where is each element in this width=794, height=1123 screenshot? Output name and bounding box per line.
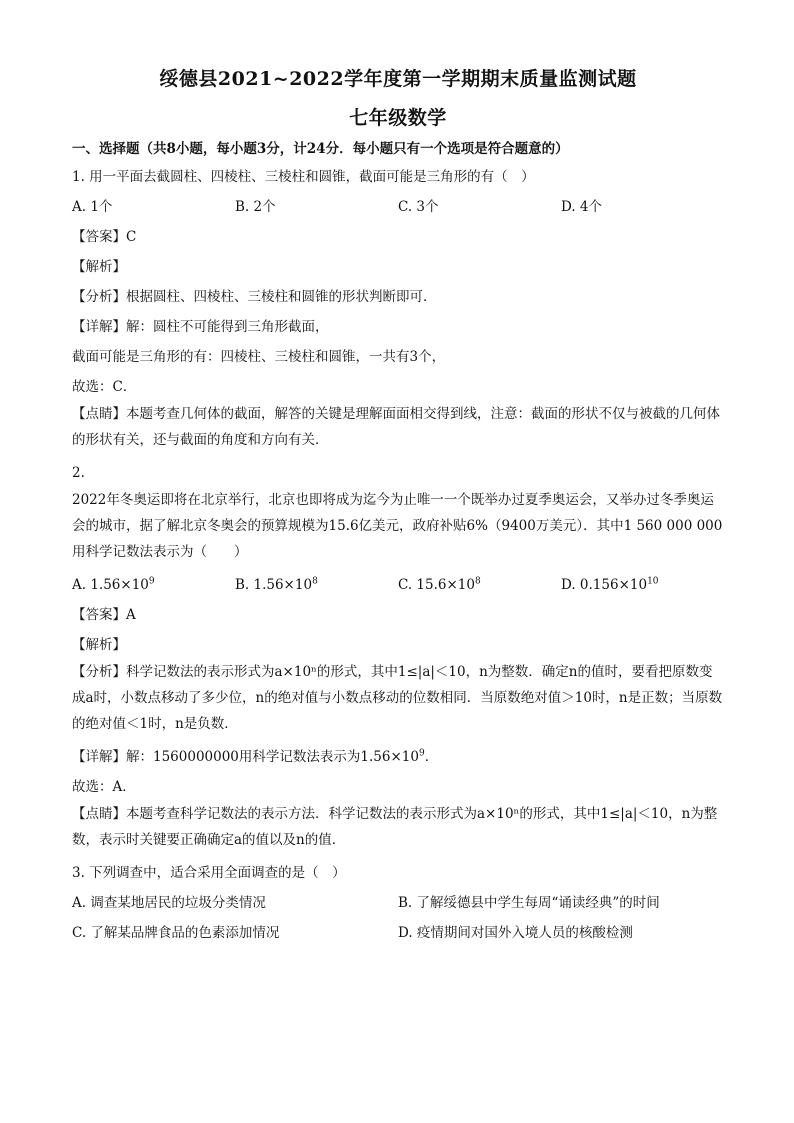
q1-option-a: A. 1个 [72,199,113,215]
q1-answer: 【答案】C [72,229,137,245]
q2-guxuan: 故选：A． [72,779,136,795]
q2-xiangjie: 【详解】解：1560000000用科学记数法表示为$1.56\times 10^9$． [72,748,439,765]
q2-options [72,575,724,595]
q3-option-c: C. 了解某品牌食品的色素添加情况 [72,925,280,941]
q3-option-a: A. 调查某地居民的垃圾分类情况 [72,895,266,911]
q2-stem: 2022年冬奥运即将在北京举行，北京也即将成为迄今为止唯一一个既举办过夏季奥运会，又举办过冬季奥运会的城市，据了解北京冬奥会的预算规模为15.6亿美元，政府补贴6%（9400万美元）．其中1 560 000 000用科学记数法表示为（ ） [72,492,723,560]
q2-dianjing: 【点睛】本题考查科学记数法的表示方法．科学记数法的表示形式为a×10ⁿ的形式，其中1≤|a|＜10，n为整数，表示时关键要正确确定a的值以及n的值． [72,806,718,848]
q1-stem: 1. 用一平面去截圆柱、四棱柱、三棱柱和圆锥，截面可能是三角形的有（ ） [72,169,535,185]
q1-dianjing: 【点睛】本题考查几何体的截面，解答的关键是理解面面相交得到线，注意：截面的形状不仅与被截的几何体的形状有关，还与截面的角度和方向有关． [72,406,720,448]
q3-option-d: D. 疫情期间对国外入境人员的核酸检测 [398,925,633,941]
q1-options [72,197,724,217]
q3-options-row1 [72,893,724,913]
q1-option-c: C. 3个 [398,199,439,215]
q1-option-d: D. 4个 [561,199,603,215]
q2-option-c: C. $15.6\times 10^8$ [398,576,481,593]
q1-xiangjie-1: 【详解】解：圆柱不可能得到三角形截面， [72,319,329,335]
q1-fenxi: 【分析】根据圆柱、四棱柱、三棱柱和圆锥的形状判断即可． [72,289,437,305]
q3-stem: 3. 下列调查中，适合采用全面调查的是（ ） [72,865,346,881]
q2-fenxi: 【分析】科学记数法的表示形式为a×10ⁿ的形式，其中1≤|a|＜10，n为整数．确定n的值时，要看把原数变成a时，小数点移动了多少位，n的绝对值与小数点移动的位数相同．当原数绝对值＞10时，n是正数；当原数的绝对值＜1时，n是负数． [72,664,723,732]
exam-subtitle: 七年级数学 [349,107,447,129]
section-heading-choice: 一、选择题（共8小题，每小题3分，计24分．每小题只有一个选项是符合题意的） [72,141,569,157]
exam-page [72,66,724,943]
q1-guxuan: 故选：C． [72,379,137,395]
q3-option-b: B. 了解绥德县中学生每周“诵读经典”的时间 [398,895,660,911]
q1-option-b: B. 2个 [235,199,276,215]
q1-xiangjie-2: 截面可能是三角形的有：四棱柱、三棱柱和圆锥，一共有3个， [72,349,446,365]
q2-option-b: B. $1.56\times 10^8$ [235,576,318,593]
exam-title: 绥德县2021~2022学年度第一学期期末质量监测试题 [159,68,637,90]
q2-analysis-label: 【解析】 [72,637,126,653]
q1-analysis-label: 【解析】 [72,259,126,275]
q2-number: 2. [72,465,85,481]
q2-option-a: A. $1.56\times 10^9$ [72,576,155,593]
q3-options-row2 [72,923,724,943]
q2-answer: 【答案】A [72,607,136,623]
q2-option-d: D. $0.156\times 10^{10}$ [561,576,659,593]
